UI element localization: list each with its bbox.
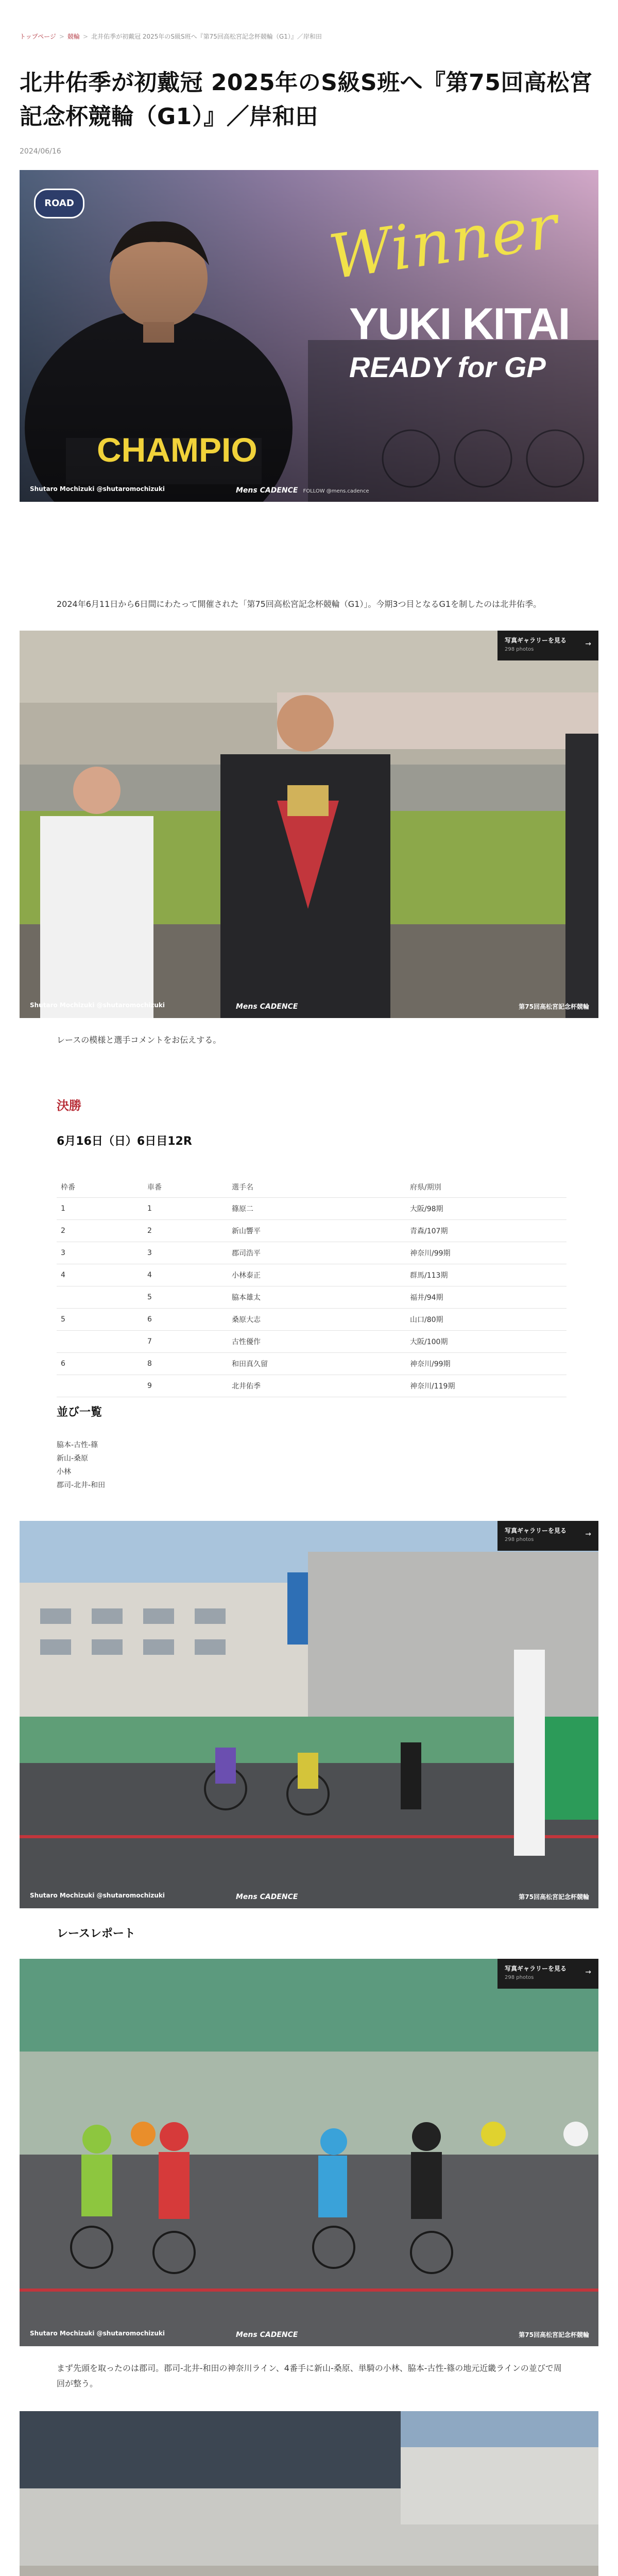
table-cell: 群馬/113期 (406, 1264, 566, 1286)
table-cell: 篠原二 (228, 1198, 406, 1220)
publish-date: 2024/06/16 (20, 147, 61, 156)
table-header-row (57, 1177, 566, 1198)
article-photo[interactable] (20, 2411, 598, 2576)
table-row (57, 1331, 566, 1353)
peloton-photo-illustration (20, 2411, 598, 2576)
arrow-right-icon: → (585, 1530, 591, 1538)
table-cell: 山口/80期 (406, 1309, 566, 1331)
lineup-item: 脇本-古性-篠 (57, 1441, 98, 1449)
gallery-button[interactable] (497, 1959, 598, 1989)
table-cell: 郡司浩平 (228, 1242, 406, 1264)
gallery-label: 写真ギャラリーを見る (505, 1527, 567, 1534)
table-cell: 1 (57, 1198, 143, 1220)
table-cell: 4 (57, 1264, 143, 1286)
photo-credit: Shutaro Mochizuki @shutaromochizuki (30, 1002, 165, 1009)
section-heading-lineup: 並び一覧 (57, 1406, 102, 1419)
table-cell: 脇本雄太 (228, 1286, 406, 1309)
breadcrumb-separator: > (59, 33, 64, 40)
table-cell: 6 (143, 1309, 228, 1331)
table-row (57, 1375, 566, 1397)
hero-tagline: READY for GP (349, 351, 546, 383)
gallery-button[interactable] (497, 631, 598, 660)
hero-jersey-text: CHAMPIO (97, 431, 258, 469)
table-cell: 和田真久留 (228, 1353, 406, 1375)
photo-caption: 第75回高松宮記念杯競輪 (519, 1893, 589, 1901)
gallery-button[interactable] (497, 1521, 598, 1551)
breadcrumb-category-link[interactable]: 競輪 (67, 33, 80, 40)
brand-watermark (236, 486, 369, 495)
brand-watermark: Mens CADENCE (236, 2331, 298, 2339)
table-cell: 2 (57, 1220, 143, 1242)
table-cell: 福井/94期 (406, 1286, 566, 1309)
table-row (57, 1264, 566, 1286)
brand-watermark: Mens CADENCE (236, 1003, 298, 1011)
riders-photo-illustration (20, 1959, 598, 2346)
table-row (57, 1286, 566, 1309)
breadcrumb-current: 北井佑季が初戴冠 2025年のS級S班へ『第75回高松宮記念杯競輪（G1）』／岸和田 (91, 33, 322, 40)
table-cell: 神奈川/119期 (406, 1375, 566, 1397)
table-cell: 9 (143, 1375, 228, 1397)
table-cell: 5 (57, 1309, 143, 1331)
hero-winner-script: Winner (324, 190, 563, 293)
table-cell: 3 (57, 1242, 143, 1264)
arrow-right-icon: → (585, 1968, 591, 1976)
breadcrumb (20, 32, 322, 41)
table-cell: 8 (143, 1353, 228, 1375)
table-cell (57, 1331, 143, 1353)
brand-follow: FOLLOW @mens.cadence (303, 488, 369, 494)
photo-caption: 第75回高松宮記念杯競輪 (519, 1003, 589, 1010)
column-header: 府県/期別 (406, 1177, 566, 1198)
hero-image[interactable] (20, 170, 598, 502)
arrow-right-icon: → (585, 640, 591, 648)
article-photo[interactable] (20, 631, 598, 1018)
table-cell: 新山響平 (228, 1220, 406, 1242)
gallery-count: 298 photos (505, 647, 534, 652)
table-row (57, 1242, 566, 1264)
lineup-item: 新山-桑原 (57, 1454, 89, 1463)
photo-caption: 第75回高松宮記念杯競輪 (519, 2331, 589, 2338)
table-cell: 大阪/98期 (406, 1198, 566, 1220)
hero-name-line: YUKI KITAI (349, 299, 570, 349)
brand-watermark: Mens CADENCE (236, 1893, 298, 1901)
section-heading-report: レースレポート (57, 1927, 135, 1940)
table-cell (57, 1375, 143, 1397)
breadcrumb-home-link[interactable]: トップページ (20, 33, 56, 40)
hero-badge-logo: ROAD (34, 189, 84, 218)
section-heading-final: 決勝 (57, 1098, 81, 1113)
photo-credit: Shutaro Mochizuki @shutaromochizuki (30, 2330, 165, 2337)
intro-paragraph: 2024年6月11日から6日間にわたって開催された「第75回高松宮記念杯競輪（G1）」。今期3つ目となるG1を制したのは北井佑季。 (57, 599, 542, 609)
table-cell: 7 (143, 1331, 228, 1353)
gallery-count: 298 photos (505, 1537, 534, 1543)
table-cell: 5 (143, 1286, 228, 1309)
table-cell: 1 (143, 1198, 228, 1220)
brand-name: Mens CADENCE (236, 486, 298, 495)
table-cell: 神奈川/99期 (406, 1242, 566, 1264)
table-cell: 4 (143, 1264, 228, 1286)
race-intro-paragraph: レースの模様と選手コメントをお伝えする。 (57, 1035, 221, 1045)
page-title: 北井佑季が初戴冠 2025年のS級S班へ『第75回高松宮記念杯競輪（G1）』／岸和田 (20, 70, 593, 130)
column-header: 車番 (143, 1177, 228, 1198)
table-cell: 古性優作 (228, 1331, 406, 1353)
table-row (57, 1309, 566, 1331)
table-cell: 桑原大志 (228, 1309, 406, 1331)
column-header: 枠番 (57, 1177, 143, 1198)
article-photo[interactable] (20, 1959, 598, 2346)
table-cell: 北井佑季 (228, 1375, 406, 1397)
photo-credit: Shutaro Mochizuki @shutaromochizuki (30, 485, 165, 493)
table-row (57, 1353, 566, 1375)
table-cell: 2 (143, 1220, 228, 1242)
gallery-label: 写真ギャラリーを見る (505, 637, 567, 644)
table-cell: 大阪/100期 (406, 1331, 566, 1353)
table-cell: 青森/107期 (406, 1220, 566, 1242)
breadcrumb-separator: > (83, 33, 89, 40)
column-header: 選手名 (228, 1177, 406, 1198)
table-cell: 神奈川/99期 (406, 1353, 566, 1375)
article-photo[interactable] (20, 1521, 598, 1908)
table-cell: 3 (143, 1242, 228, 1264)
lineup-item: 郡司-北井-和田 (57, 1481, 106, 1489)
results-table (57, 1177, 566, 1397)
table-cell (57, 1286, 143, 1309)
velodrome-photo-illustration (20, 1521, 598, 1908)
photo-credit: Shutaro Mochizuki @shutaromochizuki (30, 1892, 165, 1899)
table-cell: 6 (57, 1353, 143, 1375)
table-cell: 小林泰正 (228, 1264, 406, 1286)
podium-photo-illustration (20, 631, 598, 1018)
table-row (57, 1220, 566, 1242)
gallery-label: 写真ギャラリーを見る (505, 1965, 567, 1972)
gallery-count: 298 photos (505, 1975, 534, 1980)
report-paragraph: まず先頭を取ったのは郡司。郡司-北井-和田の神奈川ライン、4番手に新山-桑原、単騎の小林、脇本-古性-篠の地元近畿ラインの並びで周回が整う。 (57, 2363, 562, 2388)
lineup-item: 小林 (57, 1468, 71, 1476)
race-heading: 6月16日（日）6日目12R (57, 1135, 192, 1148)
table-row (57, 1198, 566, 1220)
lineup-list (57, 1438, 105, 1492)
